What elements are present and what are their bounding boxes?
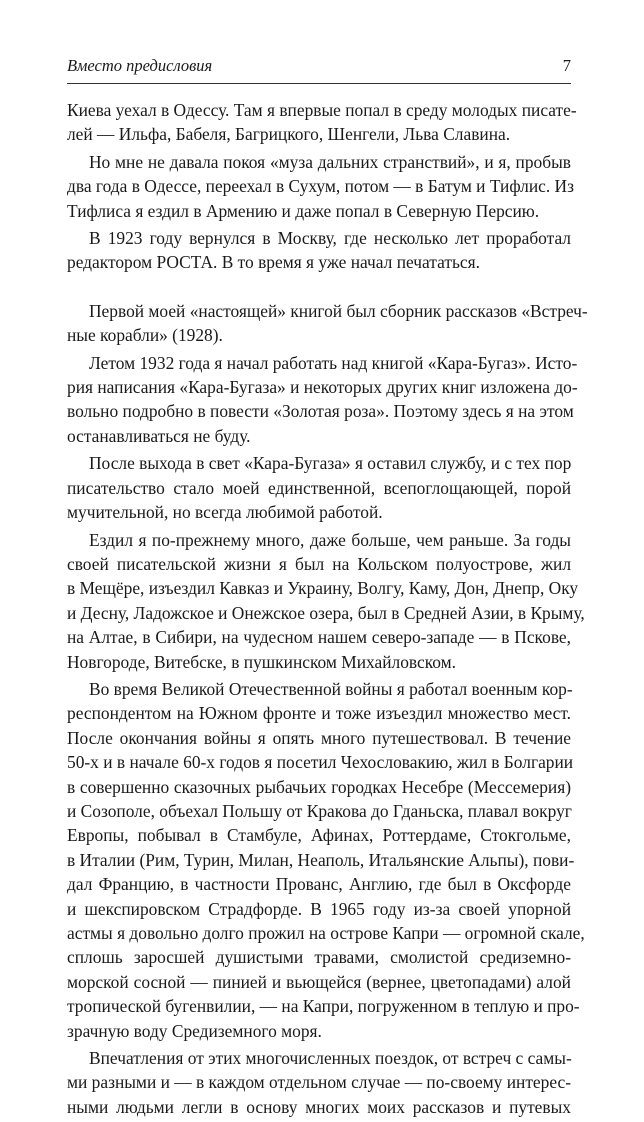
text-line: респондентом на Южном фронте и тоже изъездил множество мест. <box>67 703 571 724</box>
text-line: Европы, побывал в Стамбуле, Афинах, Роттердаме, Стокгольме, <box>67 825 571 846</box>
text-line: Ездил я по-прежнему много, даже больше, чем раньше. За годы <box>89 529 571 550</box>
text-line: и Десну, Ладожское и Онежское озера, был в Средней Азии, в Крыму, <box>67 602 585 623</box>
text-line: Впечатления от этих многочисленных поездок, от встреч с самы- <box>89 1048 572 1069</box>
paragraph <box>67 226 571 275</box>
text-line: на Алтае, в Сибири, на чудесном нашем северо-западе — в Пскове, <box>67 627 571 648</box>
text-line: 50-х и в начале 60-х годов я посетил Чехословакию, жил в Болгарии <box>67 752 574 773</box>
text-line: зрачную воду Средиземного моря. <box>67 1020 322 1041</box>
text-line: Летом 1932 года я начал работать над книгой «Кара-Бугаз». Исто- <box>89 352 578 373</box>
text-line: Но мне не давала покоя «муза дальних странствий», и я, пробыв <box>89 151 571 172</box>
paragraph <box>67 528 585 674</box>
text-line: писательство стало моей единственной, всепоглощающей, порой <box>67 477 571 498</box>
paragraph <box>67 351 578 449</box>
text-line: в Мещёре, изъездил Кавказ и Украину, Волгу, Каму, Дон, Днепр, Оку <box>67 578 579 599</box>
text-line: и шекспировском Страдфорде. В 1965 году из-за своей упорной <box>67 898 571 919</box>
text-line: ными людьми легли в основу многих моих рассказов и путевых <box>67 1096 571 1117</box>
text-line: После выхода в свет «Кара-Бугаза» я оставил службу, и с тех пор <box>89 453 572 474</box>
text-line: После окончания войны я опять много путешествовал. В течение <box>67 727 571 748</box>
paragraph <box>67 677 585 1043</box>
text-line: морской сосной — пинией и вьющейся (вернее, цветопадами) алой <box>67 971 571 992</box>
text-line: в совершенно сказочных рыбачьих городках Несебре (Мессемерия) <box>67 776 571 797</box>
paragraph <box>67 98 577 147</box>
page-number: 7 <box>562 56 571 75</box>
paragraph <box>67 1046 571 1119</box>
text-line: мучительной, но всегда любимой работой. <box>67 502 383 523</box>
paragraph <box>67 451 571 524</box>
paragraph <box>67 299 588 348</box>
text-line: редактором РОСТА. В то время я уже начал печататься. <box>67 252 480 273</box>
text-line: дал Францию, в частности Прованс, Англию, где был в Оксфорде <box>67 874 571 895</box>
body-text <box>67 98 588 1122</box>
text-line: Первой моей «настоящей» книгой был сборник рассказов «Встреч- <box>89 300 588 321</box>
text-line: лей — Ильфа, Бабеля, Багрицкого, Шенгели, Льва Славина. <box>67 124 511 145</box>
text-line: в Италии (Рим, Турин, Милан, Неаполь, Итальянские Альпы), пови- <box>67 849 575 870</box>
text-line: останавливаться не буду. <box>67 425 251 446</box>
text-line: сплошь заросшей душистыми травами, смолистой средиземно- <box>67 947 571 968</box>
text-line: Тифлиса я ездил в Армению и даже попал в Северную Персию. <box>67 200 540 221</box>
text-line: В 1923 году вернулся в Москву, где несколько лет проработал <box>89 228 571 249</box>
text-line: астмы я довольно долго прожил на острове Капри — огромной скале, <box>67 923 585 943</box>
running-title: Вместо предисловия <box>67 56 213 75</box>
text-line: ми разными и — в каждом отдельном случае — по-своему интерес- <box>67 1072 571 1093</box>
text-line: и Созополе, объехал Польшу от Кракова до Гданьска, плавал вокруг <box>67 800 572 821</box>
text-line: Во время Великой Отечественной войны я работал военным кор- <box>89 678 573 699</box>
text-line: своей писательской жизни я был на Кольском полуострове, жил <box>67 553 571 574</box>
text-line: вольно подробно в повести «Золотая роза». Поэтому здесь я на этом <box>67 401 574 422</box>
running-head <box>67 56 571 80</box>
text-line: рия написания «Кара-Бугаза» и некоторых других книг изложена до- <box>67 377 578 398</box>
text-line: ные корабли» (1928). <box>67 325 223 346</box>
text-line: тропической бугенвилии, — на Капри, погруженном в теплую и про- <box>67 996 580 1017</box>
text-line: два года в Одессе, переехал в Сухум, потом — в Батум и Тифлис. Из <box>67 176 574 197</box>
header-rule <box>67 83 571 84</box>
text-line: Новгороде, Витебске, в пушкинском Михайловском. <box>67 651 456 672</box>
paragraph <box>67 150 574 223</box>
book-page <box>67 0 588 1117</box>
text-line: Киева уехал в Одессу. Там я впервые попал в среду молодых писате- <box>67 100 577 120</box>
